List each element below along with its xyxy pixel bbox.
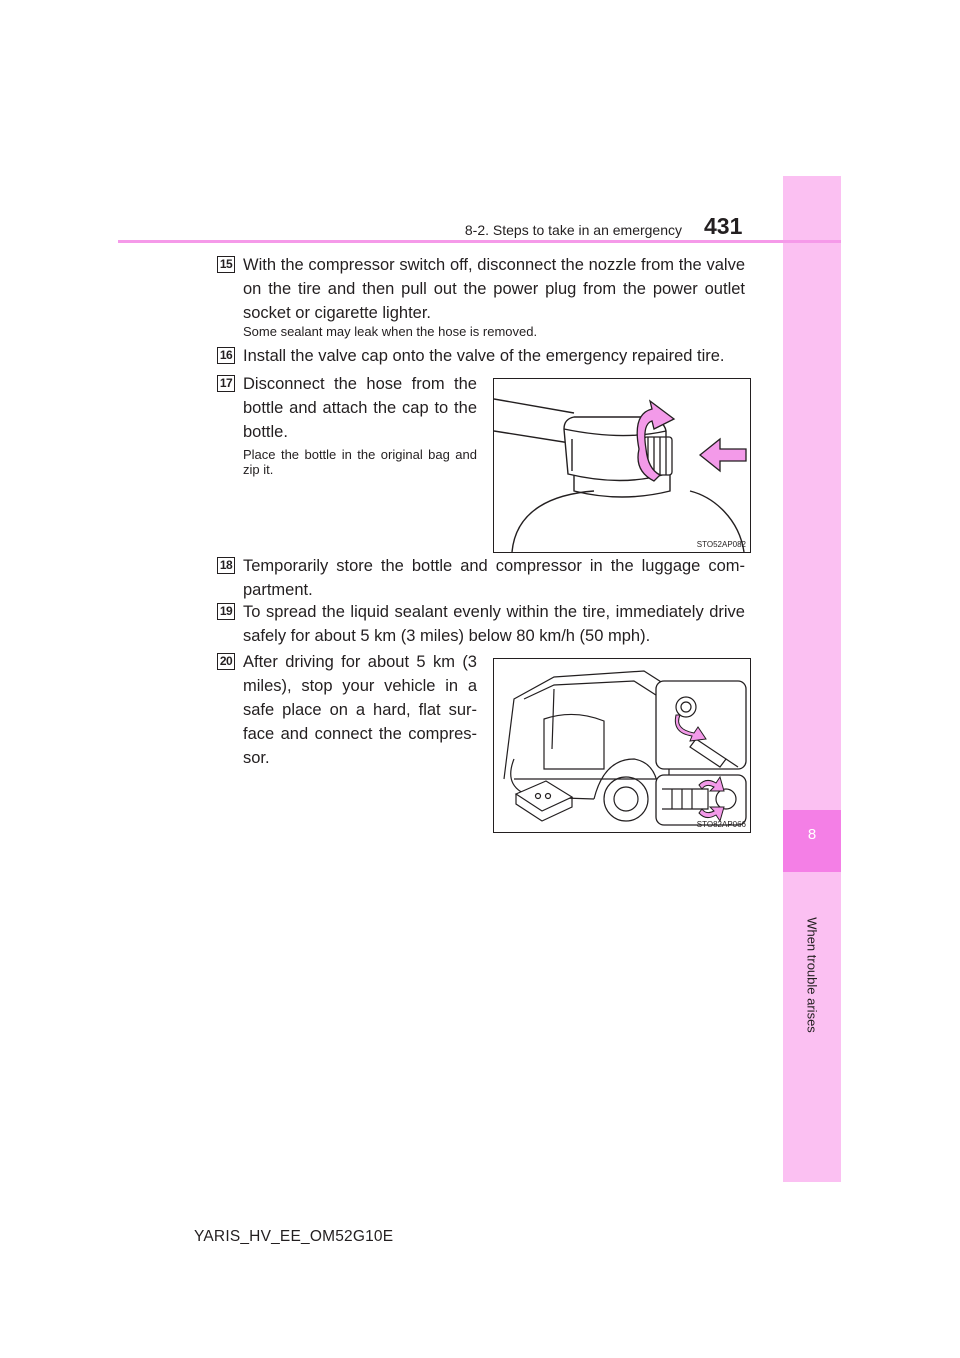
chapter-number: 8 xyxy=(807,826,817,843)
push-arrow-icon xyxy=(700,439,746,471)
step-text-17: Disconnect the hose from the bottle and attach the cap to the bottle. xyxy=(243,375,477,441)
step-number-15: 15 xyxy=(217,256,235,273)
step-number-19: 19 xyxy=(217,603,235,620)
figure-bottle-cap xyxy=(493,378,751,553)
chapter-label: When trouble arises xyxy=(804,917,820,1033)
document-code: YARIS_HV_EE_OM52G10E xyxy=(194,1228,394,1245)
page-number: 431 xyxy=(704,213,743,239)
step-number-16: 16 xyxy=(217,347,235,364)
header-rule xyxy=(118,240,841,243)
step-note-15: Some sealant may leak when the hose is removed. xyxy=(243,324,538,339)
step-number-18: 18 xyxy=(217,557,235,574)
step-note-17: Place the bottle in the original bag and zip it. xyxy=(243,447,477,477)
step-text-16: Install the valve cap onto the valve of the emergency repaired tire. xyxy=(243,347,725,365)
step-text-20: After driving for about 5 km (3 miles), stop your vehicle in a safe place on a hard, flat sur- face and connect the compres- sor. xyxy=(243,653,477,767)
figure-car-compressor xyxy=(493,658,751,833)
step-number-20: 20 xyxy=(217,653,235,670)
figure-code: STO82AP066 xyxy=(696,820,746,829)
section-title: 8-2. Steps to take in an emergency xyxy=(464,222,682,238)
bottle-cap-illustration xyxy=(494,379,750,552)
step-text-15: With the compressor switch off, disconnect the nozzle from the valve on the tire and then pull out the power plug from the power outlet socket or cigarette lighter. xyxy=(243,256,745,322)
step-text-18: Temporarily store the bottle and compressor in the luggage com- partment. xyxy=(243,557,745,599)
car-compressor-illustration xyxy=(494,659,750,832)
step-text-19: To spread the liquid sealant evenly within the tire, immediately drive safely for about 5 km (3 miles) below 80 km/h (50 mph). xyxy=(243,603,745,645)
step-number-17: 17 xyxy=(217,375,235,392)
figure-code: STO52AP082 xyxy=(696,540,746,549)
